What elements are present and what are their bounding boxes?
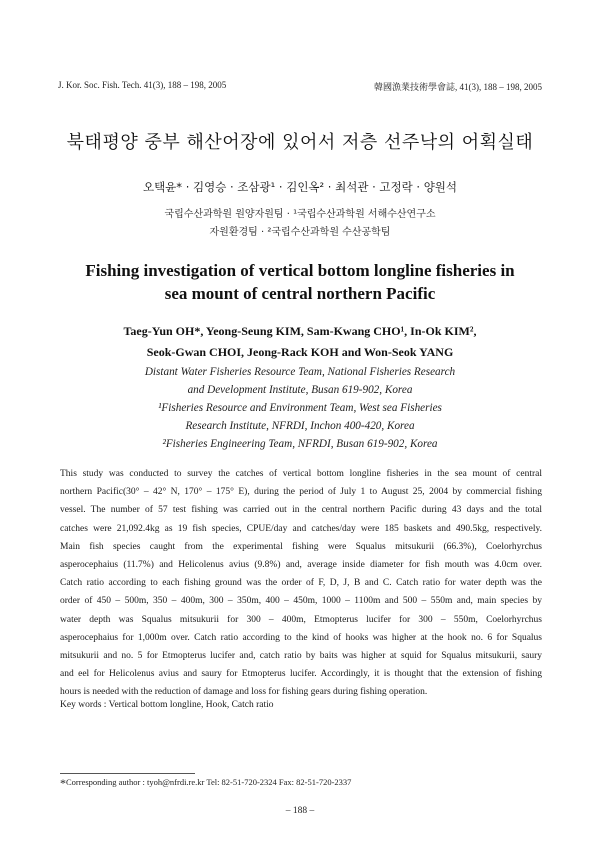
keywords: Key words : Vertical bottom longline, Hook, Catch ratio: [60, 700, 274, 710]
abstract: [60, 465, 542, 701]
affiliation-english-line-3: ¹Fisheries Resource and Environment Team, West sea Fisheries: [158, 402, 442, 414]
abstract-line: Catch ratio according to each fishing ground was the order of F, D, J, B and C. Catch ratio for water depth was the: [60, 578, 542, 589]
journal-header-right: 韓國漁業技術學會誌, 41(3), 188 – 198, 2005: [374, 82, 542, 92]
abstract-line: and eel for Helicolenus avius and saury for Etmopterus lucifer. Accordingly, it is thought that the extension of fishing: [60, 669, 542, 680]
abstract-line: hours is needed with the reduction of damage and loss for fishing gears during fishing operation.: [60, 687, 428, 698]
abstract-line: asperocephaius for 1,000m over. Catch ratio according to the kind of hooks was higher at the hook no. 6 for Squalus: [60, 632, 542, 643]
title-english-line-1: Fishing investigation of vertical bottom longline fisheries in: [85, 261, 515, 280]
abstract-line: water depth was Squalus mitsukurii for 300 – 400m, Etmopterus lucifer for 300 – 550m, Coelorhyrchus: [60, 614, 542, 625]
abstract-line: mitsukurii and no. 5 for Etmopterus lucifer and, catch ratio by baits was higher at squid for Squalus mitsukurii, saury: [60, 650, 542, 661]
authors-english-line-1: Taeg-Yun OH*, Yeong-Seung KIM, Sam-Kwang CHO¹, In-Ok KIM²,: [123, 324, 477, 338]
footnote-divider: [60, 773, 195, 774]
abstract-line: northern Pacific(30° – 42° N, 170° – 175° E), during the period of July 1 to August 25, 2004 by commercial fishing: [60, 487, 542, 498]
title-english-line-2: sea mount of central northern Pacific: [164, 284, 436, 303]
abstract-line: This study was conducted to survey the catches of vertical bottom longline fisheries in the sea mount of central: [60, 469, 542, 479]
authors-korean: 오택윤* · 김영승 · 조삼광¹ · 김인옥² · 최석관 · 고정락 · 양원석: [142, 180, 458, 194]
affiliation-english-line-2: and Development Institute, Busan 619-902, Korea: [187, 384, 413, 396]
abstract-line: Main fish species caught from the experimental fishing were Squalus mitsukurii (66.3%), Coelorhyrchus: [60, 541, 542, 552]
footnote-marker: *: [60, 776, 66, 790]
affiliation-english-line-1: Distant Water Fisheries Resource Team, National Fisheries Research: [144, 366, 456, 378]
abstract-line: order of 450 – 500m, 350 – 400m, 300 – 350m, 400 – 450m, 1000 – 1100m and 500 – 550m and, main species by: [60, 596, 542, 607]
abstract-line: asperocephaius (11.7%) and Helicolenus avius (9.8%) and, average inside diameter for fish mouth was 4.0cm over.: [60, 559, 542, 570]
abstract-line: catches were 21,092.4kg as 19 fish species, CPUE/day and catches/day were 185 baskets and 490.5kg, respectively.: [60, 523, 542, 534]
affiliation-english-line-4: Research Institute, NFRDI, Inchon 400-420, Korea: [185, 420, 415, 432]
title-korean: 북태평양 중부 해산어장에 있어서 저층 선주낙의 어획실태: [66, 132, 534, 153]
journal-header-left: J. Kor. Soc. Fish. Tech. 41(3), 188 – 198, 2005: [58, 80, 227, 90]
affiliation-korean-line-1: 국립수산과학원 원양자원팀 · ¹국립수산과학원 서해수산연구소: [164, 209, 436, 220]
affiliation-english-line-5: ²Fisheries Engineering Team, NFRDI, Busan 619-902, Korea: [162, 438, 438, 450]
abstract-line: vessel. The number of 57 test fishing was carried out in the central northern Pacific during 43 days and the total: [60, 505, 542, 516]
page-number: – 188 –: [285, 806, 315, 816]
authors-english-line-2: Seok-Gwan CHOI, Jeong-Rack KOH and Won-Seok YANG: [146, 345, 454, 359]
footnote-text: Corresponding author : tyoh@nfrdi.re.kr Tel: 82-51-720-2324 Fax: 82-51-720-2337: [66, 777, 352, 787]
affiliation-korean-line-2: 자원환경팀 · ²국립수산과학원 수산공학팀: [209, 227, 391, 238]
corresponding-author-footnote: [60, 776, 351, 791]
